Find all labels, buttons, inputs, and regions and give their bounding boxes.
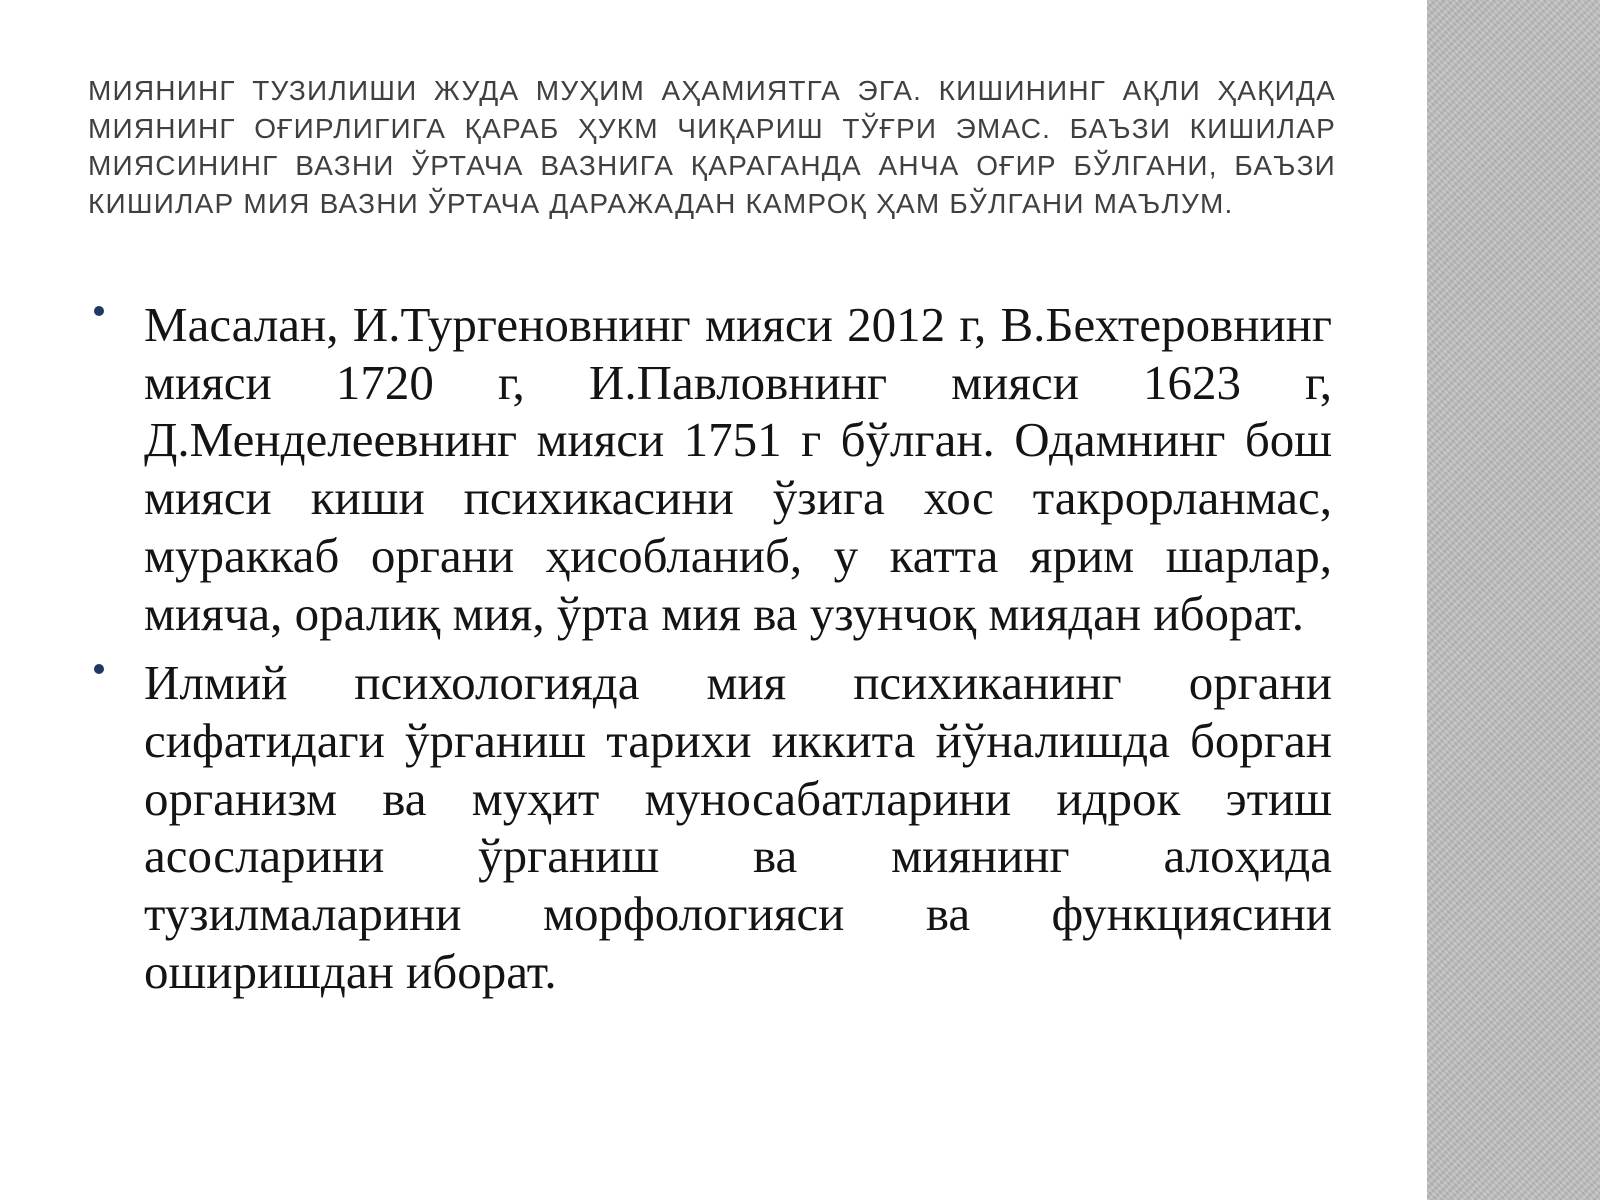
slide-heading: МИЯНИНГ ТУЗИЛИШИ ЖУДА МУҲИМ АҲАМИЯТГА ЭГА. КИШИНИНГ АҚЛИ ҲАҚИДА МИЯНИНГ ОҒИРЛИГИГА ҚАРАБ ҲУКМ ЧИҚАРИШ ТЎҒРИ ЭМАС. БАЪЗИ КИШИЛАР МИЯСИНИНГ ВАЗНИ ЎРТАЧА ВАЗНИГА ҚАРАГАНДА АНЧА ОҒИР БЎЛГАНИ, БАЪЗИ КИШИЛАР МИЯ ВАЗНИ ЎРТАЧА ДАРАЖАДАН КАМРОҚ ҲАМ БЎЛГАНИ МАЪЛУМ. [88,75,1336,219]
bullet-item [92,654,1332,1000]
bullet-text: Илмий психологияда мия психиканинг органи сифатидаги ўрганиш тарихи иккита йўналишда борган организм ва муҳит муносабатларини идрок этиш асосларини ўрганиш ва миянинг алоҳида тузилмаларини морфологияси ва функциясини оширишдан иборат. [144,655,1332,999]
bullet-item [92,296,1332,642]
decorative-side-panel [1427,0,1600,1200]
bullet-text: Масалан, И.Тургеновнинг мияси 2012 г, В.Бехтеровнинг мияси 1720 г, И.Павловнинг мияси 1623 г, Д.Менделеевнинг мияси 1751 г бўлган. Одамнинг бош мияси киши психикасини ўзига хос такрорланмас, мураккаб органи ҳисобланиб, у катта ярим шарлар, мияча, оралиқ мия, ўрта мия ва узунчоқ миядан иборат. [144,297,1332,641]
bullet-dot-icon [94,664,104,674]
bullet-dot-icon [94,306,104,316]
bullet-list [92,296,1332,1012]
